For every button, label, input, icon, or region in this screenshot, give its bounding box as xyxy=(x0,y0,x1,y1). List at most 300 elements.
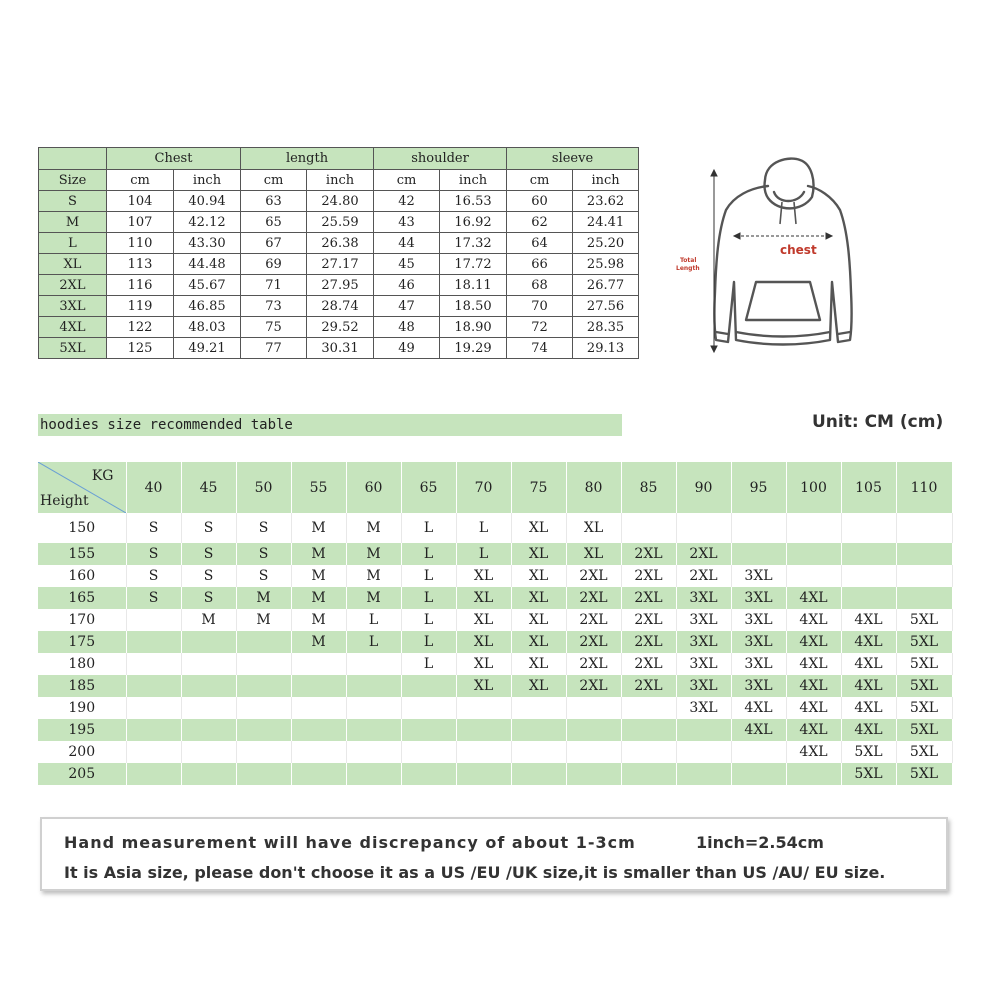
recommended-size-cell xyxy=(511,697,566,719)
measurement-cell: 25.98 xyxy=(573,254,639,275)
hood-opening xyxy=(774,192,804,201)
recommended-size-cell: XL xyxy=(456,587,511,609)
inch-conversion-note: 1inch=2.54cm xyxy=(696,833,824,852)
kg-label: KG xyxy=(91,468,114,484)
recommended-size-cell xyxy=(786,513,841,543)
recommended-size-cell: 5XL xyxy=(841,741,896,763)
measurement-cell: 75 xyxy=(241,317,307,338)
measurement-cell: 107 xyxy=(107,212,174,233)
recommended-size-cell xyxy=(731,543,786,565)
table-row xyxy=(38,513,952,543)
recommended-size-cell xyxy=(621,719,676,741)
recommended-size-cell: 4XL xyxy=(786,631,841,653)
recommended-size-cell xyxy=(181,631,236,653)
height-cell: 200 xyxy=(38,741,126,763)
recommended-size-cell: 2XL xyxy=(566,565,621,587)
recommended-size-cell: M xyxy=(346,565,401,587)
measurement-cell: 24.41 xyxy=(573,212,639,233)
recommended-size-cell: 3XL xyxy=(676,653,731,675)
recommended-size-cell xyxy=(291,675,346,697)
measurement-cell: 64 xyxy=(507,233,573,254)
measurement-cell: 23.62 xyxy=(573,191,639,212)
recommended-size-cell: M xyxy=(346,587,401,609)
measurement-cell: 110 xyxy=(107,233,174,254)
measurement-cell: 68 xyxy=(507,275,573,296)
weight-header: 100 xyxy=(786,462,841,513)
recommended-size-cell: 5XL xyxy=(841,763,896,785)
recommended-size-cell xyxy=(511,763,566,785)
recommended-size-cell: S xyxy=(236,565,291,587)
size-table-group-header xyxy=(39,148,639,170)
measurement-cell: 66 xyxy=(507,254,573,275)
recommended-size-cell xyxy=(346,741,401,763)
recommended-size-cell: XL xyxy=(456,609,511,631)
table-row xyxy=(39,233,639,254)
size-cell: L xyxy=(39,233,107,254)
measurement-cell: 24.80 xyxy=(307,191,374,212)
recommended-size-cell xyxy=(566,763,621,785)
table-row xyxy=(39,317,639,338)
recommended-size-cell xyxy=(346,653,401,675)
measurement-cell: 28.35 xyxy=(573,317,639,338)
table-row xyxy=(38,543,952,565)
recommended-size-cell: L xyxy=(401,513,456,543)
recommended-size-cell: 3XL xyxy=(676,697,731,719)
weight-header: 95 xyxy=(731,462,786,513)
recommended-size-cell xyxy=(126,631,181,653)
recommended-size-cell: 2XL xyxy=(621,675,676,697)
weight-header: 80 xyxy=(566,462,621,513)
recommended-size-cell: 4XL xyxy=(841,675,896,697)
recommended-size-cell: S xyxy=(181,543,236,565)
measurement-cell: 60 xyxy=(507,191,573,212)
recommended-size-cell xyxy=(126,697,181,719)
recommended-size-cell xyxy=(126,609,181,631)
recommended-size-cell xyxy=(236,763,291,785)
recommended-size-cell: 2XL xyxy=(566,653,621,675)
measurement-cell: 26.38 xyxy=(307,233,374,254)
recommended-size-cell: L xyxy=(346,609,401,631)
measurement-cell: 125 xyxy=(107,338,174,359)
recommended-size-grid xyxy=(38,462,953,785)
unit-header: inch xyxy=(573,170,639,191)
unit-header: cm xyxy=(507,170,573,191)
recommended-size-cell: 5XL xyxy=(896,675,952,697)
recommended-size-cell: XL xyxy=(511,653,566,675)
recommended-size-cell xyxy=(456,697,511,719)
recommended-size-cell: 2XL xyxy=(676,543,731,565)
measurement-cell: 17.32 xyxy=(440,233,507,254)
recommended-size-cell xyxy=(236,653,291,675)
recommended-size-cell xyxy=(291,719,346,741)
height-cell: 205 xyxy=(38,763,126,785)
recommended-size-cell: 2XL xyxy=(566,631,621,653)
recommended-size-cell: M xyxy=(291,587,346,609)
measurement-cell: 26.77 xyxy=(573,275,639,296)
recommended-size-cell xyxy=(126,763,181,785)
drawstring-right xyxy=(794,202,796,224)
recommended-size-cell: 5XL xyxy=(896,653,952,675)
height-label: Height xyxy=(40,493,89,509)
recommended-size-cell: S xyxy=(126,513,181,543)
measurement-cell: 122 xyxy=(107,317,174,338)
recommended-size-cell: S xyxy=(126,543,181,565)
recommended-size-cell: 2XL xyxy=(621,565,676,587)
size-column-header: Size xyxy=(39,170,107,191)
recommended-size-cell xyxy=(786,565,841,587)
recommended-size-cell xyxy=(731,763,786,785)
weight-header: 75 xyxy=(511,462,566,513)
recommended-size-cell xyxy=(731,741,786,763)
recommended-size-cell xyxy=(181,741,236,763)
recommended-size-cell: 3XL xyxy=(676,631,731,653)
height-cell: 185 xyxy=(38,675,126,697)
weight-header: 50 xyxy=(236,462,291,513)
recommended-size-cell: 2XL xyxy=(621,609,676,631)
recommended-size-cell: XL xyxy=(456,653,511,675)
measurement-cell: 42 xyxy=(374,191,440,212)
recommended-size-cell xyxy=(676,719,731,741)
hoodie-measurement-diagram xyxy=(670,152,885,362)
measurement-cell: 62 xyxy=(507,212,573,233)
measurement-cell: 44 xyxy=(374,233,440,254)
recommended-size-cell xyxy=(401,719,456,741)
recommended-size-cell: 3XL xyxy=(676,609,731,631)
table-row xyxy=(38,675,952,697)
recommended-size-cell: M xyxy=(291,543,346,565)
recommended-size-cell: 5XL xyxy=(896,741,952,763)
recommended-size-cell: 3XL xyxy=(731,565,786,587)
measurement-cell: 46 xyxy=(374,275,440,296)
recommended-size-cell: S xyxy=(126,587,181,609)
recommended-size-cell: 4XL xyxy=(841,609,896,631)
measurement-cell: 17.72 xyxy=(440,254,507,275)
weight-header: 55 xyxy=(291,462,346,513)
measurement-cell: 48.03 xyxy=(174,317,241,338)
measurement-cell: 113 xyxy=(107,254,174,275)
recommended-size-cell: S xyxy=(181,513,236,543)
height-cell: 155 xyxy=(38,543,126,565)
recommended-size-cell: 3XL xyxy=(676,587,731,609)
recommended-size-cell xyxy=(401,697,456,719)
size-cell: 2XL xyxy=(39,275,107,296)
recommended-size-cell xyxy=(456,763,511,785)
recommended-size-cell: 2XL xyxy=(621,587,676,609)
recommended-size-cell: 4XL xyxy=(841,653,896,675)
recommended-size-cell: 5XL xyxy=(896,631,952,653)
recommended-size-cell: M xyxy=(291,513,346,543)
table-row xyxy=(38,763,952,785)
recommended-size-cell xyxy=(181,675,236,697)
measurement-discrepancy-note: Hand measurement will have discrepancy of about 1-3cm xyxy=(64,833,636,852)
measurement-cell: 65 xyxy=(241,212,307,233)
recommended-size-cell: XL xyxy=(511,543,566,565)
recommended-size-cell: S xyxy=(126,565,181,587)
recommended-size-cell xyxy=(511,741,566,763)
recommended-size-cell: 3XL xyxy=(731,631,786,653)
recommended-size-cell: S xyxy=(236,543,291,565)
size-chart-table xyxy=(38,147,639,359)
recommended-size-cell: 3XL xyxy=(676,675,731,697)
measurement-cell: 70 xyxy=(507,296,573,317)
height-cell: 195 xyxy=(38,719,126,741)
recommended-size-cell xyxy=(841,543,896,565)
recommended-size-cell xyxy=(291,741,346,763)
recommended-size-cell: 5XL xyxy=(896,697,952,719)
weight-header: 40 xyxy=(126,462,181,513)
recommended-size-cell: M xyxy=(181,609,236,631)
measurement-cell: 16.92 xyxy=(440,212,507,233)
recommended-size-cell xyxy=(236,675,291,697)
recommended-size-cell xyxy=(126,719,181,741)
recommended-size-cell xyxy=(181,719,236,741)
table-row xyxy=(39,254,639,275)
recommended-size-cell xyxy=(676,741,731,763)
recommended-size-cell: 4XL xyxy=(786,675,841,697)
recommended-size-cell xyxy=(511,719,566,741)
recommended-size-cell xyxy=(401,675,456,697)
measurement-cell: 27.56 xyxy=(573,296,639,317)
weight-header: 70 xyxy=(456,462,511,513)
recommended-size-cell xyxy=(621,513,676,543)
recommended-size-cell: S xyxy=(181,587,236,609)
recommended-size-cell: 4XL xyxy=(731,719,786,741)
recommended-size-cell: L xyxy=(401,653,456,675)
recommended-size-cell: XL xyxy=(511,513,566,543)
recommended-size-cell: 4XL xyxy=(841,719,896,741)
recommended-size-cell: L xyxy=(401,565,456,587)
table-row xyxy=(38,609,952,631)
recommended-size-cell xyxy=(181,697,236,719)
weight-header: 110 xyxy=(896,462,952,513)
recommended-size-cell: M xyxy=(346,513,401,543)
size-cell: 5XL xyxy=(39,338,107,359)
recommended-size-cell: M xyxy=(291,609,346,631)
recommended-size-cell: M xyxy=(236,609,291,631)
height-cell: 170 xyxy=(38,609,126,631)
recommended-size-cell: XL xyxy=(511,609,566,631)
measurement-cell: 29.52 xyxy=(307,317,374,338)
recommended-size-cell: 4XL xyxy=(786,587,841,609)
recommended-size-cell xyxy=(291,763,346,785)
recommended-size-cell: M xyxy=(291,631,346,653)
measurement-cell: 104 xyxy=(107,191,174,212)
weight-header-row xyxy=(38,462,952,513)
recommended-size-cell: 3XL xyxy=(731,587,786,609)
height-cell: 175 xyxy=(38,631,126,653)
size-cell: 3XL xyxy=(39,296,107,317)
recommended-size-cell xyxy=(566,697,621,719)
size-cell: XL xyxy=(39,254,107,275)
measurement-cell: 25.59 xyxy=(307,212,374,233)
table-row xyxy=(38,741,952,763)
recommended-size-cell xyxy=(181,763,236,785)
measurement-cell: 45.67 xyxy=(174,275,241,296)
unit-header: inch xyxy=(174,170,241,191)
recommended-size-cell xyxy=(621,741,676,763)
recommended-size-cell xyxy=(126,653,181,675)
recommended-size-cell: 5XL xyxy=(896,719,952,741)
recommended-size-cell xyxy=(126,675,181,697)
height-cell: 160 xyxy=(38,565,126,587)
recommended-size-cell: 4XL xyxy=(786,719,841,741)
recommended-size-cell xyxy=(346,697,401,719)
unit-header: cm xyxy=(374,170,440,191)
recommended-size-cell xyxy=(841,513,896,543)
measurement-cell: 18.50 xyxy=(440,296,507,317)
recommended-size-cell xyxy=(236,719,291,741)
recommended-size-cell: XL xyxy=(456,675,511,697)
recommended-size-cell xyxy=(236,697,291,719)
recommended-size-cell xyxy=(456,719,511,741)
measurement-cell: 45 xyxy=(374,254,440,275)
recommended-size-cell xyxy=(731,513,786,543)
pocket-outline xyxy=(746,282,820,320)
measurement-cell: 49 xyxy=(374,338,440,359)
recommended-size-cell: L xyxy=(401,609,456,631)
group-header-sleeve: sleeve xyxy=(507,148,639,170)
measurement-cell: 74 xyxy=(507,338,573,359)
table-row xyxy=(38,587,952,609)
measurement-cell: 27.17 xyxy=(307,254,374,275)
recommended-size-cell: M xyxy=(236,587,291,609)
table-row xyxy=(39,191,639,212)
unit-header: inch xyxy=(307,170,374,191)
recommended-size-cell: 5XL xyxy=(896,763,952,785)
recommended-size-cell: 4XL xyxy=(786,653,841,675)
chest-label: chest xyxy=(780,243,817,257)
drawstring-left xyxy=(780,202,782,224)
unit-label: Unit: CM (cm) xyxy=(812,412,944,432)
measurement-cell: 27.95 xyxy=(307,275,374,296)
recommended-size-cell: 4XL xyxy=(786,609,841,631)
recommended-size-cell xyxy=(896,543,952,565)
table-row xyxy=(39,275,639,296)
weight-header: 90 xyxy=(676,462,731,513)
weight-header: 45 xyxy=(181,462,236,513)
measurement-cell: 63 xyxy=(241,191,307,212)
recommended-size-cell: XL xyxy=(511,587,566,609)
recommended-size-cell xyxy=(181,653,236,675)
recommended-size-cell: L xyxy=(456,513,511,543)
table-row xyxy=(38,631,952,653)
recommended-size-cell xyxy=(621,763,676,785)
measurement-cell: 28.74 xyxy=(307,296,374,317)
size-cell: 4XL xyxy=(39,317,107,338)
height-cell: 190 xyxy=(38,697,126,719)
table-row xyxy=(38,565,952,587)
measurement-cell: 69 xyxy=(241,254,307,275)
recommended-size-cell: XL xyxy=(566,543,621,565)
measurement-cell: 73 xyxy=(241,296,307,317)
recommended-size-cell: XL xyxy=(566,513,621,543)
table-row xyxy=(39,338,639,359)
weight-header: 65 xyxy=(401,462,456,513)
recommended-size-cell xyxy=(841,587,896,609)
measurement-cell: 67 xyxy=(241,233,307,254)
recommended-size-cell xyxy=(841,565,896,587)
table-row xyxy=(38,719,952,741)
unit-header: cm xyxy=(241,170,307,191)
recommended-size-cell xyxy=(346,675,401,697)
recommended-size-cell xyxy=(346,719,401,741)
corner-header xyxy=(38,462,126,513)
measurement-cell: 18.90 xyxy=(440,317,507,338)
measurement-cell: 48 xyxy=(374,317,440,338)
recommended-title: hoodies size recommended table xyxy=(40,417,293,433)
recommended-size-cell xyxy=(236,631,291,653)
recommended-size-cell: 2XL xyxy=(566,675,621,697)
recommended-size-cell: 3XL xyxy=(731,653,786,675)
table-row xyxy=(38,697,952,719)
recommended-size-cell: L xyxy=(346,631,401,653)
recommended-size-cell: M xyxy=(291,565,346,587)
measurement-cell: 42.12 xyxy=(174,212,241,233)
table-row xyxy=(38,653,952,675)
recommended-size-cell xyxy=(676,763,731,785)
recommended-size-cell: S xyxy=(236,513,291,543)
asia-size-warning: It is Asia size, please don't choose it as a US /EU /UK size,it is smaller than US /AU/ EU size. xyxy=(64,863,886,882)
measurement-cell: 116 xyxy=(107,275,174,296)
length-label: Length xyxy=(676,265,700,272)
group-header-chest: Chest xyxy=(107,148,241,170)
recommended-size-cell: L xyxy=(401,631,456,653)
recommended-size-cell xyxy=(291,653,346,675)
recommended-size-cell: L xyxy=(456,543,511,565)
measurement-cell: 29.13 xyxy=(573,338,639,359)
recommended-size-cell xyxy=(291,697,346,719)
recommended-size-cell: XL xyxy=(511,631,566,653)
recommended-size-cell: 2XL xyxy=(566,609,621,631)
recommended-size-cell xyxy=(401,741,456,763)
group-header-shoulder: shoulder xyxy=(374,148,507,170)
recommended-size-cell: M xyxy=(346,543,401,565)
measurement-cell: 71 xyxy=(241,275,307,296)
table-row xyxy=(39,296,639,317)
measurement-cell: 30.31 xyxy=(307,338,374,359)
recommended-size-cell: XL xyxy=(511,675,566,697)
recommended-size-cell: XL xyxy=(456,631,511,653)
recommended-size-cell: 5XL xyxy=(896,609,952,631)
recommended-size-cell: 2XL xyxy=(621,631,676,653)
recommended-size-cell xyxy=(126,741,181,763)
recommended-size-cell: 2XL xyxy=(566,587,621,609)
measurement-cell: 18.11 xyxy=(440,275,507,296)
notice-box xyxy=(40,817,948,891)
recommended-size-cell: 2XL xyxy=(621,543,676,565)
total-label: Total xyxy=(680,257,697,264)
recommended-size-cell: 4XL xyxy=(731,697,786,719)
measurement-cell: 72 xyxy=(507,317,573,338)
measurement-cell: 49.21 xyxy=(174,338,241,359)
measurement-cell: 19.29 xyxy=(440,338,507,359)
unit-header: cm xyxy=(107,170,174,191)
size-table-unit-header xyxy=(39,170,639,191)
measurement-cell: 16.53 xyxy=(440,191,507,212)
measurement-cell: 44.48 xyxy=(174,254,241,275)
recommended-size-cell xyxy=(786,543,841,565)
recommended-size-cell: L xyxy=(401,587,456,609)
measurement-cell: 25.20 xyxy=(573,233,639,254)
recommended-size-cell: 2XL xyxy=(676,565,731,587)
recommended-size-cell: L xyxy=(401,543,456,565)
recommended-size-cell xyxy=(896,565,952,587)
recommended-size-cell xyxy=(401,763,456,785)
height-cell: 180 xyxy=(38,653,126,675)
recommended-size-cell: XL xyxy=(456,565,511,587)
height-cell: 150 xyxy=(38,513,126,543)
recommended-size-cell xyxy=(786,763,841,785)
